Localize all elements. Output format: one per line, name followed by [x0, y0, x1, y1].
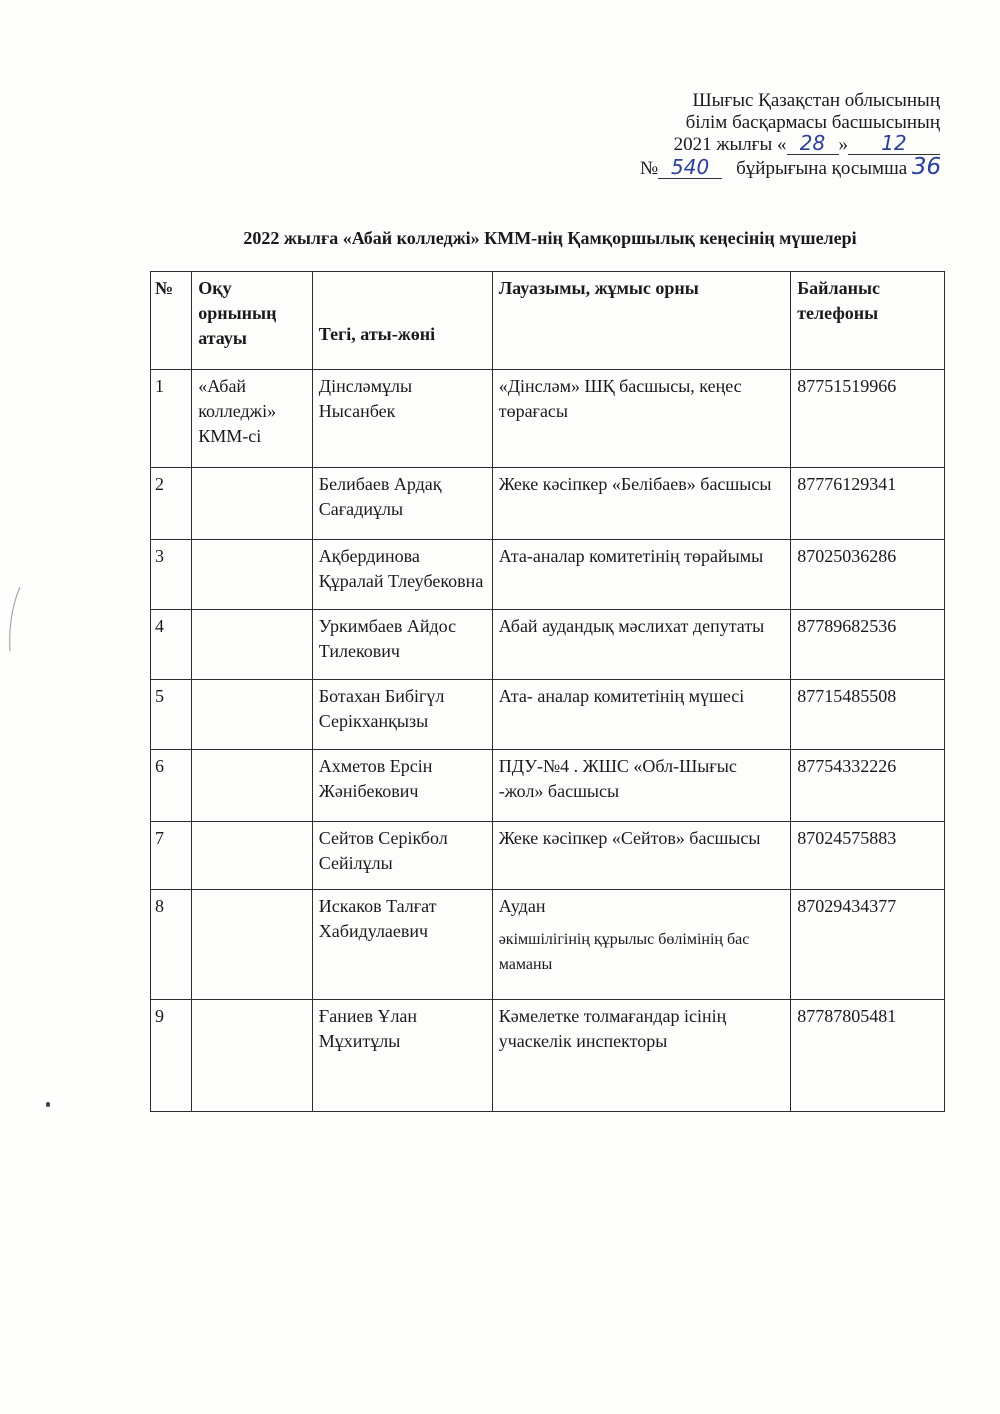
table-row — [151, 890, 945, 1000]
org-cell — [192, 750, 313, 822]
order-suffix: бұйрығына қосымша — [736, 158, 908, 179]
handwritten-order-number: 540 — [671, 155, 710, 179]
phone-cell — [791, 540, 945, 610]
org-cell — [192, 890, 313, 1000]
phone-cell-text: 87776129341 — [797, 474, 897, 494]
header-phone: Байланыс телефоны — [791, 272, 945, 370]
table-row — [151, 750, 945, 822]
org-cell — [192, 370, 313, 468]
position-cell — [492, 468, 791, 540]
position-cell-text: Ата- аналар комитетінің мүшесі — [498, 686, 745, 706]
num-cell-text: 8 — [155, 896, 164, 916]
phone-cell — [791, 1000, 945, 1112]
phone-cell — [791, 822, 945, 890]
header-name: Тегі, аты-жөні — [312, 272, 492, 370]
phone-cell-text: 87029434377 — [797, 896, 897, 916]
phone-cell — [791, 610, 945, 680]
phone-cell — [791, 890, 945, 1000]
table-row — [151, 610, 945, 680]
phone-cell-text: 87789682536 — [797, 616, 897, 636]
header-line-2: білім басқармасы басшысының — [685, 112, 940, 133]
header-position: Лауазымы, жұмыс орны — [492, 272, 791, 370]
position-cell-text: Аудан — [498, 896, 546, 916]
num-cell — [151, 680, 192, 750]
num-cell-text: 4 — [155, 616, 164, 636]
num-cell — [151, 370, 192, 468]
num-cell-text: 9 — [155, 1006, 164, 1026]
table-row — [151, 1000, 945, 1112]
phone-cell-text: 87787805481 — [797, 1006, 897, 1026]
table-row — [151, 822, 945, 890]
name-cell-text: Дінсләмұлы Нысанбек — [318, 376, 413, 421]
position-cell-text: Ата-аналар комитетінің төрайымы — [498, 546, 764, 566]
num-cell-text: 7 — [155, 828, 164, 848]
position-cell-text: Жеке кәсіпкер «Белібаев» басшысы — [498, 474, 772, 494]
phone-cell-text: 87025036286 — [797, 546, 897, 566]
phone-cell — [791, 468, 945, 540]
name-cell-text: Уркимбаев Айдос Тилекович — [318, 616, 457, 661]
header-line-4 — [640, 156, 940, 180]
phone-cell-text: 87751519966 — [797, 376, 897, 396]
position-cell-text: Кәмелетке толмағандар ісінің учаскелік инспекторы — [498, 1006, 727, 1051]
members-table — [150, 271, 945, 1112]
table-row — [151, 468, 945, 540]
name-cell-text: Искаков Талғат Хабидулаевич — [318, 896, 437, 941]
position-cell-text: Жеке кәсіпкер «Сейтов» басшысы — [498, 828, 761, 848]
document-title: 2022 жылға «Абай колледжі» КММ-нің Қамқоршылық кеңесінің мүшелері — [243, 228, 857, 248]
num-cell-text: 3 — [155, 546, 164, 566]
name-cell-text: Сейтов Серікбол Сейілұлы — [318, 828, 448, 873]
num-cell — [151, 890, 192, 1000]
name-cell-text: Ғаниев Ұлан Мұхитұлы — [318, 1006, 418, 1051]
name-cell — [312, 890, 492, 1000]
handwritten-day: 28 — [799, 131, 826, 155]
handwritten-month: 12 — [881, 131, 907, 155]
header-line-3 — [640, 131, 940, 156]
position-cell — [492, 1000, 791, 1112]
name-cell — [312, 1000, 492, 1112]
num-cell — [151, 610, 192, 680]
position-extra-text: әкімшілігінің құрылыс бөлімінің бас маманы — [498, 931, 750, 973]
name-cell — [312, 610, 492, 680]
name-cell-text: Ботахан Бибігүл Серікханқызы — [318, 686, 445, 731]
position-cell-text: Абай аудандық мәслихат депутаты — [498, 616, 765, 636]
num-cell — [151, 1000, 192, 1112]
appendix-header — [640, 90, 940, 180]
day-field — [787, 131, 839, 155]
org-cell-text: «Абай колледжі» КММ-сі — [198, 376, 277, 446]
date-prefix: 2021 жылғы « — [673, 134, 787, 155]
phone-cell — [791, 370, 945, 468]
position-cell — [492, 750, 791, 822]
num-cell — [151, 750, 192, 822]
position-cell — [492, 890, 791, 1000]
name-cell — [312, 750, 492, 822]
num-cell — [151, 540, 192, 610]
date-quote: » — [838, 134, 848, 155]
name-cell — [312, 822, 492, 890]
num-cell-text: 2 — [155, 474, 164, 494]
name-cell-text: Ақбердинова Құралай Тлеубековна — [318, 546, 484, 591]
dust-dot-mark — [46, 1102, 50, 1107]
name-cell-text: Белибаев Ардақ Сағадиұлы — [318, 474, 442, 519]
name-cell — [312, 370, 492, 468]
num-cell-text: 6 — [155, 756, 164, 776]
num-cell — [151, 468, 192, 540]
position-cell — [492, 540, 791, 610]
header-line-1: Шығыс Қазақстан облысының — [692, 90, 940, 111]
org-cell — [192, 540, 313, 610]
num-cell-text: 5 — [155, 686, 164, 706]
table-row — [151, 680, 945, 750]
table-row — [151, 370, 945, 468]
name-cell-text: Ахметов Ерсін Жәнібекович — [318, 756, 433, 801]
phone-cell — [791, 680, 945, 750]
order-number-field — [658, 155, 722, 179]
table-row — [151, 540, 945, 610]
phone-cell — [791, 750, 945, 822]
org-cell — [192, 1000, 313, 1112]
position-cell — [492, 610, 791, 680]
name-cell — [312, 680, 492, 750]
position-cell — [492, 370, 791, 468]
org-cell — [192, 610, 313, 680]
header-org: Оқу орнының атауы — [192, 272, 313, 370]
num-cell-text: 1 — [155, 376, 164, 396]
phone-cell-text: 87024575883 — [797, 828, 897, 848]
position-cell-text: ПДУ-№4 . ЖШС «Обл-Шығыс -жол» басшысы — [498, 756, 737, 801]
month-field — [848, 131, 940, 155]
num-cell — [151, 822, 192, 890]
org-cell — [192, 822, 313, 890]
phone-cell-text: 87715485508 — [797, 686, 897, 706]
handwritten-appendix-number: 36 — [911, 154, 942, 180]
org-cell — [192, 468, 313, 540]
margin-scan-mark — [4, 585, 24, 655]
name-cell — [312, 540, 492, 610]
position-cell — [492, 680, 791, 750]
position-cell — [492, 822, 791, 890]
phone-cell-text: 87754332226 — [797, 756, 897, 776]
header-num: № — [151, 272, 192, 370]
number-sign: № — [640, 158, 659, 179]
table-header-row — [151, 272, 945, 370]
name-cell — [312, 468, 492, 540]
org-cell — [192, 680, 313, 750]
position-cell-text: «Дінсләм» ШҚ басшысы, кеңес төрағасы — [498, 376, 742, 421]
